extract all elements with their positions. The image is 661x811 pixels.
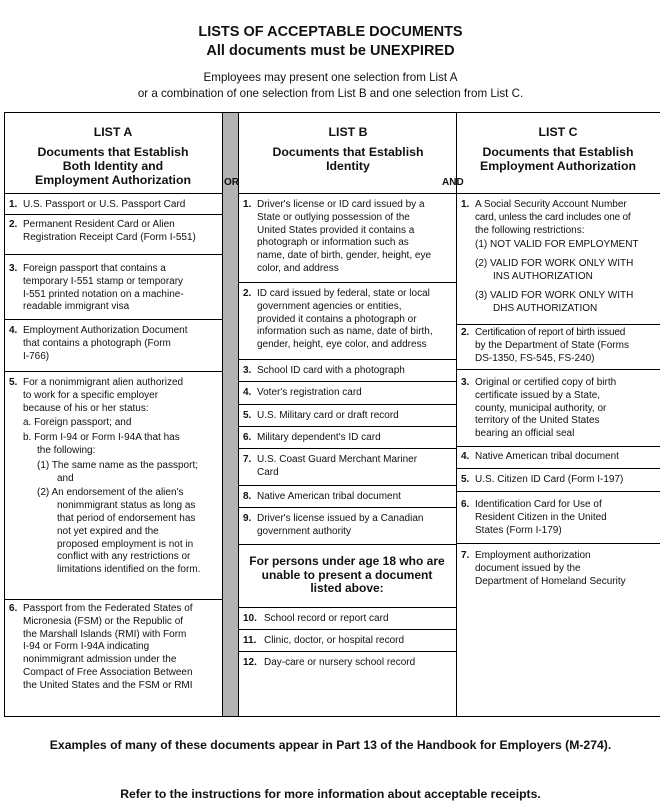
list-a-header — [4, 125, 222, 187]
item-text: States (Form I-179) — [475, 524, 562, 536]
item-text: that contains a photograph (Form — [23, 337, 171, 349]
item-number: 8. — [243, 491, 252, 502]
item-number: 4. — [243, 387, 252, 398]
restriction-text: (2) VALID FOR WORK ONLY WITH — [475, 258, 634, 270]
item-text: I-766) — [23, 350, 50, 362]
item-subtext: not yet expired and the — [57, 525, 159, 537]
item-text: ID card issued by federal, state or local — [257, 288, 430, 299]
list-c-header — [458, 125, 658, 173]
item-text: I-94 or Form I-94A indicating — [23, 641, 150, 653]
item-number: 2. — [9, 219, 18, 230]
item-text: readable immigrant visa — [23, 301, 130, 313]
item-number: 6. — [9, 603, 18, 614]
item-text: county, municipal authority, or — [475, 402, 607, 414]
item-text: Employment Authorization Document — [23, 325, 188, 336]
item-text: U.S. Citizen ID Card (Form I-197) — [475, 474, 624, 485]
item-subtext: limitations identified on the form. — [57, 564, 201, 576]
item-text: Passport from the Federated States of — [23, 603, 193, 614]
intro-line-2: or a combination of one selection from List B and one selection from List C. — [137, 87, 524, 100]
list-b-item-8 — [243, 491, 455, 504]
item-text: Micronesia (FSM) or the Republic of — [23, 615, 184, 627]
item-text: color, and address — [257, 262, 339, 274]
item-text: Department of Homeland Security — [475, 575, 626, 587]
list-c-item-7 — [461, 550, 659, 588]
item-text: document issued by the — [475, 562, 581, 574]
item-text: School record or report card — [264, 613, 389, 624]
item-number: 5. — [243, 410, 252, 421]
list-b-item-5 — [243, 410, 455, 423]
item-text: Compact of Free Association Between — [23, 666, 193, 678]
list-a-heading-line: Both Identity and — [62, 159, 164, 173]
list-c-item-2 — [461, 327, 660, 365]
item-number: 1. — [461, 199, 470, 210]
item-text: provided it contains a photograph or — [257, 313, 417, 325]
divider-b — [238, 113, 239, 716]
item-number: 3. — [461, 377, 470, 388]
list-a-heading-line: Employment Authorization — [35, 173, 191, 187]
item-text: card, unless the card includes one of — [475, 211, 631, 223]
list-a-title: LIST A — [93, 125, 133, 139]
item-text: DS-1350, FS-545, FS-240) — [475, 352, 595, 364]
item-number: 4. — [461, 451, 470, 462]
list-a-b-separator — [222, 113, 238, 716]
restriction-text: (3) VALID FOR WORK ONLY WITH — [475, 289, 634, 301]
restriction-text: DHS AUTHORIZATION — [493, 302, 598, 314]
item-text: the following restrictions: — [475, 224, 585, 236]
item-number: 5. — [9, 377, 18, 388]
item-number: 2. — [461, 327, 470, 338]
item-text: Driver's license or ID card issued by a — [257, 199, 425, 210]
item-number: 12. — [243, 657, 257, 668]
item-text: name, date of birth, gender, height, eye — [257, 250, 432, 262]
list-c-heading-line: Employment Authorization — [480, 159, 636, 173]
minors-note-line: unable to present a document — [261, 567, 433, 582]
item-text: United States provided it contains a — [257, 224, 415, 236]
list-b-item-9 — [243, 513, 455, 539]
item-text: Clinic, doctor, or hospital record — [264, 635, 405, 646]
item-number: 9. — [243, 513, 252, 524]
list-c-item-6 — [461, 499, 659, 537]
list-b-item-7 — [243, 454, 455, 480]
item-text: School ID card with a photograph — [257, 365, 405, 376]
item-text: Voter's registration card — [257, 387, 362, 398]
item-number: 6. — [461, 499, 470, 510]
list-b-heading-line: Documents that Establish — [272, 145, 424, 159]
item-subtext: (1) The same name as the passport; — [37, 459, 199, 471]
page-title: LISTS OF ACCEPTABLE DOCUMENTS — [198, 24, 463, 40]
list-c-item-3 — [461, 377, 659, 441]
item-text: I-551 printed notation on a machine- — [23, 288, 184, 300]
item-number: 6. — [243, 432, 252, 443]
item-text: government authority — [257, 525, 351, 537]
and-label: AND — [442, 177, 464, 188]
item-text: Card — [257, 466, 279, 478]
item-text: the United States and the FSM or RMI — [23, 679, 193, 691]
list-a-item-6 — [9, 603, 221, 693]
list-b-item-10 — [243, 613, 455, 626]
list-b-item-2 — [243, 288, 455, 352]
item-text: Driver's license issued by a Canadian — [257, 513, 424, 524]
item-text: Identification Card for Use of — [475, 499, 602, 510]
restriction-text: (1) NOT VALID FOR EMPLOYMENT — [475, 239, 639, 251]
item-text: Foreign passport that contains a — [23, 263, 166, 274]
receipts-note: Refer to the instructions for more information about acceptable receipts. — [120, 787, 541, 801]
item-number: 4. — [9, 325, 18, 336]
minors-note-line: For persons under age 18 who are — [249, 554, 445, 568]
item-text: For a nonimmigrant alien authorized — [23, 377, 184, 388]
item-subtext: proposed employment is not in — [57, 538, 194, 550]
examples-note: Examples of many of these documents appear in Part 13 of the Handbook for Employers (M-274). — [49, 738, 612, 752]
item-text: Day-care or nursery school record — [264, 657, 416, 668]
list-c-item-5 — [461, 474, 659, 487]
item-number: 7. — [243, 454, 252, 465]
item-text: temporary I-551 stamp or temporary — [23, 275, 184, 287]
list-b-header — [240, 125, 456, 173]
item-number: 10. — [243, 613, 257, 624]
item-text: certificate issued by a State, — [475, 389, 601, 401]
item-text: U.S. Passport or U.S. Passport Card — [23, 199, 186, 210]
item-number: 2. — [243, 288, 252, 299]
list-b-item-1 — [243, 199, 455, 276]
item-subtext: a. Foreign passport; and — [23, 417, 132, 429]
intro-line-1: Employees may present one selection from List A — [203, 71, 458, 84]
item-text: Resident Citizen in the United — [475, 511, 607, 523]
item-subtext: (2) An endorsement of the alien's — [37, 487, 184, 499]
item-text: nonimmigrant admission under the — [23, 654, 177, 666]
item-text: Native American tribal document — [257, 491, 401, 502]
list-b-item-11 — [243, 635, 455, 648]
item-text: government agencies or entities, — [257, 300, 402, 312]
list-b-item-6 — [243, 432, 455, 445]
item-text: Original or certified copy of birth — [475, 377, 617, 388]
item-subtext: that period of endorsement has — [57, 512, 196, 524]
item-number: 1. — [243, 199, 252, 210]
item-number: 7. — [461, 550, 470, 561]
list-c-item-4 — [461, 451, 659, 464]
list-b-item-3 — [243, 365, 455, 378]
item-number: 3. — [9, 263, 18, 274]
restriction-text: INS AUTHORIZATION — [493, 270, 593, 282]
item-text: by the Department of State (Forms — [475, 339, 629, 351]
item-text: Employment authorization — [475, 550, 591, 561]
list-a-item-5 — [9, 377, 221, 577]
list-a-item-1 — [9, 199, 219, 212]
divider-c — [456, 113, 457, 716]
item-text: Military dependent's ID card — [257, 432, 381, 443]
list-b-item-12 — [243, 657, 455, 670]
item-text: U.S. Coast Guard Merchant Mariner — [257, 454, 418, 465]
item-text: territory of the United States — [475, 415, 600, 427]
item-text: information such as name, date of birth, — [257, 326, 433, 338]
minors-note-line: listed above: — [310, 581, 384, 595]
item-number: 1. — [9, 199, 18, 210]
list-b-item-4 — [243, 387, 455, 400]
list-a-item-2 — [9, 219, 221, 245]
item-text: A Social Security Account Number — [475, 199, 627, 210]
item-text: to work for a specific employer — [23, 389, 159, 401]
list-a-heading-line: Documents that Establish — [37, 145, 189, 159]
list-c-heading-line: Documents that Establish — [482, 145, 634, 159]
item-subtext: nonimmigrant status as long as — [57, 500, 196, 512]
item-subtext: the following: — [37, 444, 96, 456]
item-text: Registration Receipt Card (Form I-551) — [23, 231, 196, 243]
list-c-title: LIST C — [538, 125, 578, 139]
list-a-item-4 — [9, 325, 219, 363]
page-subtitle: All documents must be UNEXPIRED — [206, 43, 455, 59]
item-text: gender, height, eye color, and address — [257, 339, 427, 351]
item-text: State or outlying possession of the — [257, 211, 410, 223]
item-text: because of his or her status: — [23, 402, 149, 414]
item-text: Native American tribal document — [475, 451, 619, 462]
or-label: OR — [224, 177, 239, 188]
documents-table — [4, 112, 660, 717]
item-subtext: and — [57, 472, 74, 484]
item-text: Certification of report of birth issued — [475, 327, 626, 338]
item-text: U.S. Military card or draft record — [257, 410, 399, 421]
table-border-left — [4, 113, 5, 716]
item-number: 11. — [243, 635, 257, 646]
minors-note — [240, 555, 454, 596]
divider-a — [222, 113, 223, 716]
item-subtext: conflict with any restrictions or — [57, 551, 191, 563]
list-b-heading-line: Identity — [326, 159, 370, 173]
item-text: photograph or information such as — [257, 237, 409, 249]
list-c-item-1 — [461, 199, 659, 315]
list-a-item-3 — [9, 263, 219, 314]
item-text: bearing an official seal — [475, 428, 575, 440]
list-b-title: LIST B — [328, 125, 368, 139]
item-number: 3. — [243, 365, 252, 376]
item-text: Permanent Resident Card or Alien — [23, 219, 175, 230]
item-text: the Marshall Islands (RMI) with Form — [23, 628, 187, 640]
item-number: 5. — [461, 474, 470, 485]
item-subtext: b. Form I-94 or Form I-94A that has — [23, 432, 180, 444]
